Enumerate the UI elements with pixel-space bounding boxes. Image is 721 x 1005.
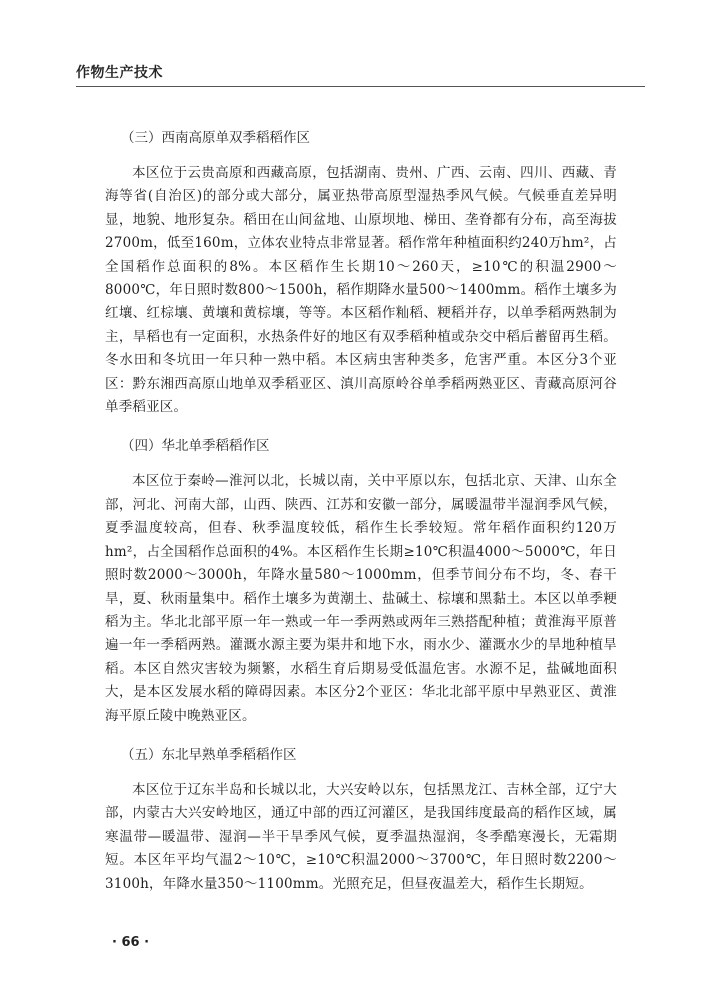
running-header: 作物生产技术 — [76, 65, 163, 81]
section-heading-northeast: （五）东北早熟单季稻稻作区 — [121, 746, 297, 763]
paragraph-northeast: 本区位于辽东半岛和长城以北，大兴安岭以东，包括黑龙江、吉林全部，辽宁大部，内蒙古大兴安岭地区，通辽中部的西辽河灌区，是我国纬度最高的稻作区域，属寒温带—暖温带、湿润—半干旱季风气候，夏季温热湿润，冬季酷寒漫长，无霜期短。本区年平均气温2～10℃，≥10℃积温2000～3700℃，年日照时数2200～3100h，年降水量350～1100mm。光照充足，但昼夜温差大，稻作生长期短。 — [105, 781, 617, 892]
paragraph-southwest: 本区位于云贵高原和西藏高原，包括湖南、贵州、广西、云南、四川、西藏、青海等省(自治区)的部分或大部分，属亚热带高原型湿热季风气候。气候垂直差异明显，地貌、地形复杂。稻田在山间盆地、山原坝地、梯田、垄脊都有分布，高至海拔2700m，低至160m，立体农业特点非常显著。稻作常年种植面积约240万hm²，占全国稻作总面积的8%。本区稻作生长期10～260天，≥10℃的积温2900～8000℃，年日照时数800～1500h，稻作期降水量500～1400mm。稻作土壤多为红壤、红棕壤、黄壤和黄棕壤，等等。本区稻作籼稻、粳稻并存，以单季稻两熟制为主，旱稻也有一定面积，水热条件好的地区有双季稻种植或杂交中稻后蓄留再生稻。冬水田和冬坑田一年只种一熟中稻。本区病虫害种类多，危害严重。本区分3个亚区：黔东湘西高原山地单双季稻亚区、滇川高原岭谷单季稻两熟亚区、青藏高原河谷单季稻亚区。 — [105, 165, 617, 416]
section-heading-southwest: （三）西南高原单双季稻稻作区 — [121, 130, 310, 146]
header-rule — [76, 86, 645, 87]
page-body — [105, 126, 617, 911]
paragraph-north-china: 本区位于秦岭—淮河以北，长城以南，关中平原以东，包括北京、天津、山东全部，河北、河南大部，山西、陕西、江苏和安徽一部分，属暖温带半湿润季风气候，夏季温度较高，但春、秋季温度较低，稻作生长季较短。常年稻作面积约120万hm²，占全国稻作总面积的4%。本区稻作生长期≥10℃积温4000～5000℃，年日照时数2000～3000h，年降水量580～1000mm，但季节间分布不均，冬、春干旱，夏、秋雨量集中。稻作土壤多为黄潮土、盐碱土、棕壤和黑黏土。本区以单季粳稻为主。华北北部平原一年一熟或一年一季两熟或两年三熟搭配种植；黄淮海平原普遍一年一季稻两熟。灌溉水源主要为渠井和地下水，雨水少、灌溉水少的旱地种植旱稻。本区自然灾害较为频繁，水稻生育后期易受低温危害。水源不足，盐碱地面积大，是本区发展水稻的障碍因素。本区分2个亚区：华北北部平原中早熟亚区、黄淮海平原丘陵中晚熟亚区。 — [105, 473, 617, 724]
section-heading-north-china: （四）华北单季稻稻作区 — [121, 438, 270, 455]
page-number: · 66 · — [112, 935, 150, 950]
